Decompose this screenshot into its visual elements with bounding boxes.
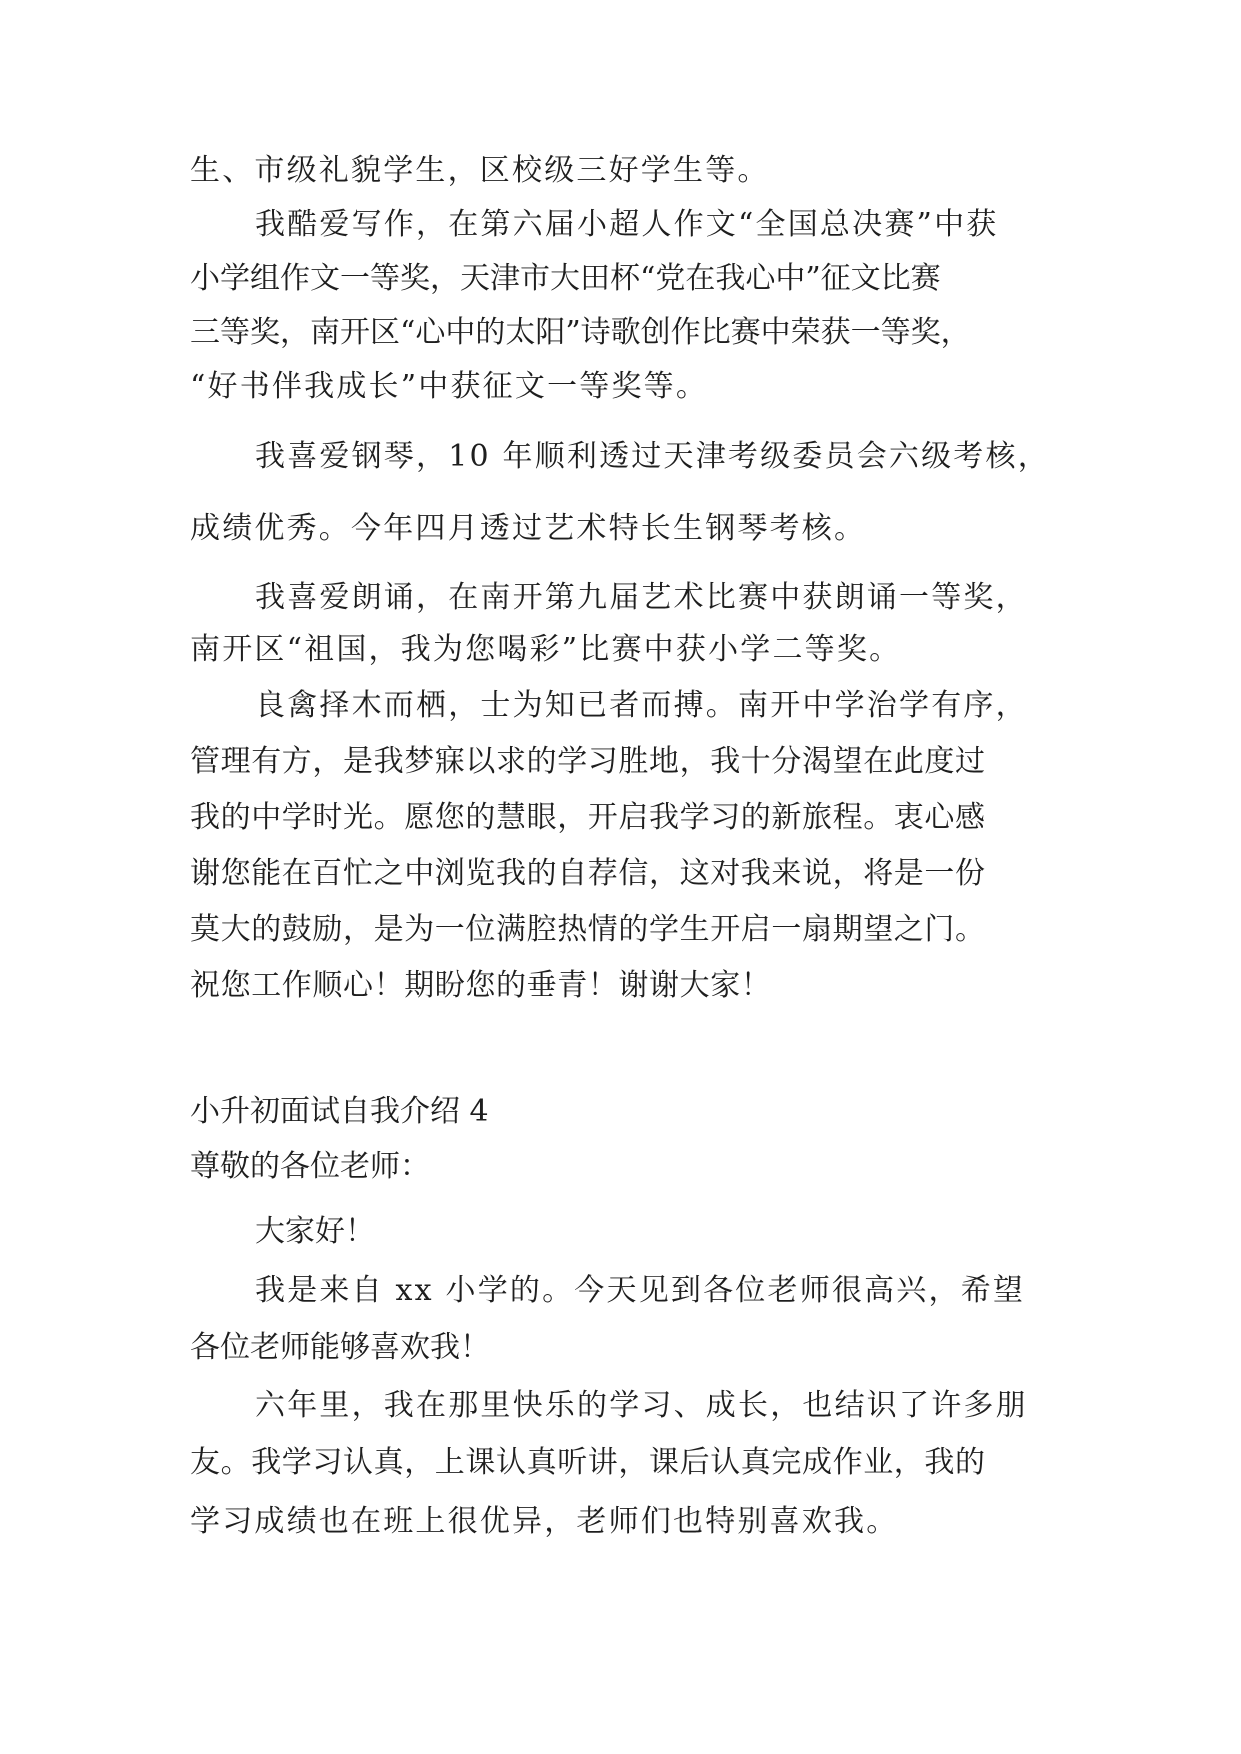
section-title: 小升初面试自我介绍 4 [190, 1094, 489, 1129]
paragraph-line: 我喜爱朗诵，在南开第九届艺术比赛中获朗诵一等奖， [255, 580, 1028, 615]
paragraph-line: 我的中学时光。愿您的慧眼，开启我学习的新旅程。衷心感 [190, 800, 986, 835]
paragraph-line: 我是来自 xx 小学的。今天见到各位老师很高兴，希望 [255, 1273, 1026, 1308]
paragraph-line: 三等奖，南开区“心中的太阳”诗歌创作比赛中荣获一等奖， [190, 315, 971, 350]
paragraph-line: 祝您工作顺心！期盼您的垂青！谢谢大家！ [190, 968, 772, 1003]
paragraph-line: 莫大的鼓励，是为一位满腔热情的学生开启一扇期望之门。 [190, 912, 986, 947]
paragraph-line: 各位老师能够喜欢我！ [190, 1330, 490, 1365]
paragraph-line: 六年里，我在那里快乐的学习、成长，也结识了许多朋 [255, 1388, 1028, 1423]
salutation: 尊敬的各位老师： [190, 1149, 430, 1184]
paragraph-line: 管理有方，是我梦寐以求的学习胜地，我十分渴望在此度过 [190, 744, 986, 779]
paragraph-line: 谢您能在百忙之中浏览我的自荐信，这对我来说，将是一份 [190, 856, 986, 891]
paragraph-line: 我喜爱钢琴，10 年顺利透过天津考级委员会六级考核， [255, 439, 1050, 474]
paragraph-line: 生、市级礼貌学生，区校级三好学生等。 [190, 153, 770, 188]
paragraph-line: 良禽择木而栖，士为知已者而搏。南开中学治学有序， [255, 688, 1028, 723]
paragraph-line: 我酷爱写作，在第六届小超人作文“全国总决赛”中获 [255, 207, 999, 242]
paragraph-line: “好书伴我成长”中获征文一等奖等。 [190, 369, 709, 404]
paragraph-line: 小学组作文一等奖，天津市大田杯“党在我心中”征文比赛 [190, 261, 941, 296]
paragraph-line: 友。我学习认真，上课认真听讲，课后认真完成作业，我的 [190, 1445, 986, 1480]
paragraph-line: 成绩优秀。今年四月透过艺术特长生钢琴考核。 [190, 511, 867, 546]
paragraph-line: 南开区“祖国，我为您喝彩”比赛中获小学二等奖。 [190, 632, 902, 667]
greeting: 大家好！ [255, 1214, 375, 1249]
paragraph-line: 学习成绩也在班上很优异，老师们也特别喜欢我。 [190, 1504, 899, 1539]
